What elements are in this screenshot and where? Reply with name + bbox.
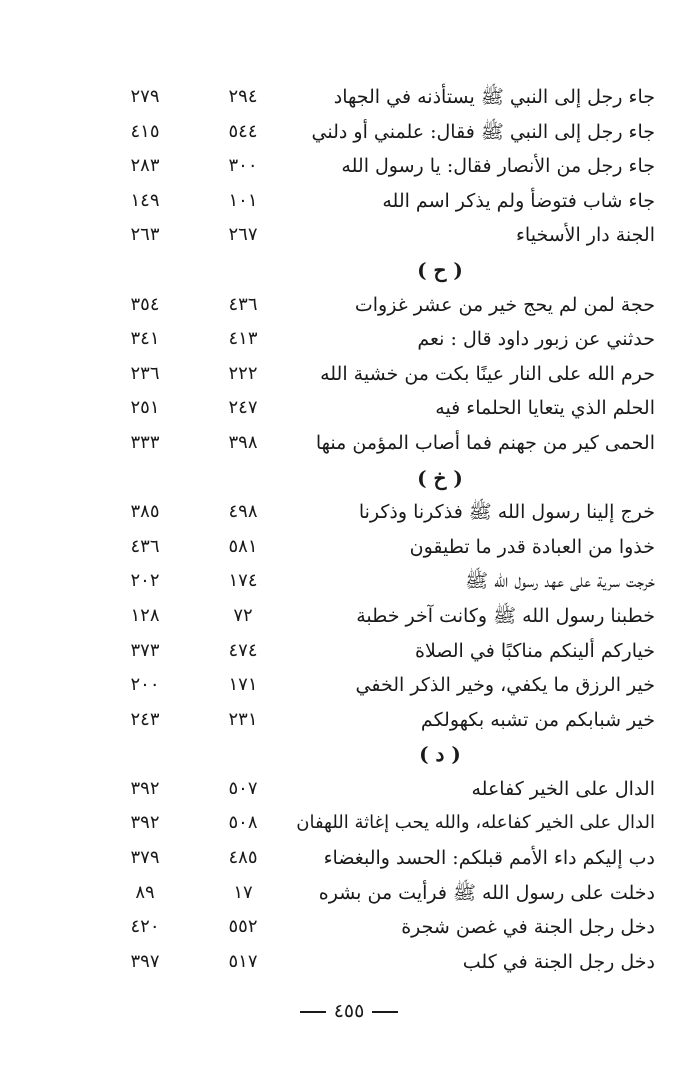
hadith-number: ٥٤٤: [228, 120, 258, 142]
hadith-number: ٧٢: [233, 604, 253, 626]
page-reference: ٣٤١: [130, 328, 160, 350]
hadith-number: ٥٨١: [228, 535, 258, 557]
index-row: [100, 841, 655, 876]
hadith-text: جاء رجل إلى النبي ﷺ فقال: علمني أو دلني: [311, 120, 655, 143]
hadith-text: جاء شاب فتوضأ ولم يذكر اسم الله: [382, 189, 655, 212]
hadith-number: ٥٥٢: [228, 916, 258, 938]
section-heading: [100, 253, 655, 288]
section-heading: [100, 461, 655, 496]
page-reference: ٣٧٣: [130, 639, 160, 661]
page-number: ٤٥٥: [333, 1000, 365, 1022]
hadith-text: الحلم الذي يتعايا الحلماء فيه: [435, 397, 655, 420]
hadith-number: ٣٩٨: [228, 431, 258, 453]
hadith-number: ٢٢٢: [228, 362, 258, 384]
hadith-text: خرجت سرية على عهد رسول الله ﷺ: [465, 570, 655, 593]
page-reference: ٢٣٦: [130, 362, 160, 384]
hadith-number: ٥٠٧: [228, 777, 258, 799]
hadith-text: حجة لمن لم يحج خير من عشر غزوات: [354, 293, 655, 316]
hadith-number: ٢٩٤: [228, 86, 258, 107]
page-reference: ٣٥٤: [130, 293, 160, 315]
page-reference: ٤١٥: [130, 120, 160, 142]
section-heading-letter: ( د ): [419, 742, 461, 767]
page-reference: ١٢٨: [130, 604, 160, 626]
hadith-number: ١٧٤: [228, 570, 258, 592]
hadith-number: ٢٣١: [228, 708, 258, 730]
page-reference: ٣٨٥: [130, 501, 160, 523]
index-row: [100, 426, 655, 461]
page-reference: ٢٥١: [130, 397, 160, 419]
page-reference: ٢٨٣: [130, 155, 160, 177]
hadith-text: دخل رجل الجنة في غصن شجرة: [401, 916, 655, 939]
page-reference: ٣٩٢: [130, 812, 160, 834]
page-reference: ٣٩٧: [130, 950, 160, 972]
footer-dash-left: [300, 1011, 326, 1013]
index-row: [100, 703, 655, 738]
index-row: [100, 288, 655, 323]
hadith-number: ٤٧٤: [228, 639, 258, 661]
hadith-number: ١٧١: [228, 674, 258, 696]
hadith-number: ٤٨٥: [228, 847, 258, 869]
hadith-text: خياركم ألينكم مناكبًا في الصلاة: [415, 639, 655, 662]
index-row: [100, 184, 655, 219]
index-row: [100, 80, 655, 115]
index-row: [100, 668, 655, 703]
page-reference: ٤٣٦: [130, 535, 160, 557]
index-row: [100, 910, 655, 945]
hadith-number: ٥١٧: [228, 950, 258, 972]
hadith-text: الحمى كير من جهنم فما أصاب المؤمن منها: [315, 431, 655, 454]
hadith-text: الدال على الخير كفاعله، والله يحب إغاثة اللهفان: [296, 812, 655, 834]
index-row: [100, 599, 655, 634]
index-row: [100, 218, 655, 253]
hadith-number: ٤١٣: [228, 328, 258, 350]
page-reference: ٢٤٣: [130, 708, 160, 730]
hadith-number: ٤٣٦: [228, 293, 258, 315]
hadith-text: دب إليكم داء الأمم قبلكم: الحسد والبغضاء: [323, 847, 655, 870]
page-reference: ١٤٩: [130, 189, 160, 211]
hadith-number: ١٧: [233, 881, 253, 903]
page-reference: ٢٠٠: [130, 674, 160, 696]
hadith-text: دخلت على رسول الله ﷺ فرأيت من بشره: [318, 881, 655, 904]
index-row: [100, 149, 655, 184]
index-row: [100, 945, 655, 980]
page-reference: ٢٦٣: [130, 224, 160, 246]
index-row: [100, 806, 655, 841]
index-row: [100, 322, 655, 357]
hadith-text: جاء رجل من الأنصار فقال: يا رسول الله: [341, 155, 655, 178]
hadith-text: دخل رجل الجنة في كلب: [462, 950, 655, 973]
hadith-text: خير شبابكم من تشبه بكهولكم: [420, 708, 655, 731]
hadith-number: ٤٩٨: [228, 501, 258, 523]
page-reference: ٣٣٣: [130, 431, 160, 453]
hadith-number: ١٠١: [228, 189, 258, 211]
index-row: [100, 876, 655, 911]
index-row: [100, 495, 655, 530]
page-reference: ٣٩٢: [130, 777, 160, 799]
hadith-text: خذوا من العبادة قدر ما تطيقون: [409, 535, 655, 558]
hadith-text: الجنة دار الأسخياء: [515, 224, 655, 247]
index-row: [100, 357, 655, 392]
hadith-text: جاء رجل إلى النبي ﷺ يستأذنه في الجهاد: [333, 86, 655, 108]
hadith-text: خير الرزق ما يكفي، وخير الذكر الخفي: [355, 674, 655, 697]
page-reference: ٤٢٠: [130, 916, 160, 938]
hadith-text: حدثني عن زبور داود قال : نعم: [417, 328, 655, 351]
footer-dash-right: [372, 1011, 398, 1013]
section-heading-letter: ( ح ): [417, 257, 463, 282]
hadith-number: ٥٠٨: [228, 812, 258, 834]
page-footer: [0, 1000, 698, 1022]
page-reference: ٢٠٢: [130, 570, 160, 592]
page-reference: ٢٧٩: [130, 86, 160, 107]
section-heading: [100, 737, 655, 772]
index-row: [100, 564, 655, 599]
hadith-text: الدال على الخير كفاعله: [471, 777, 655, 800]
index-row: [100, 391, 655, 426]
index-row: [100, 115, 655, 150]
index-row: [100, 772, 655, 807]
section-heading-letter: ( خ ): [417, 465, 463, 490]
page-reference: ٨٩: [135, 881, 155, 903]
hadith-number: ٢٦٧: [228, 224, 258, 246]
page-reference: ٣٧٩: [130, 847, 160, 869]
hadith-number: ٣٠٠: [228, 155, 258, 177]
hadith-text: حرم الله على النار عينًا بكت من خشية الله: [320, 362, 655, 385]
hadith-index-list: [100, 80, 655, 979]
index-row: [100, 634, 655, 669]
index-row: [100, 530, 655, 565]
hadith-text: خطبنا رسول الله ﷺ وكانت آخر خطبة: [356, 604, 655, 627]
hadith-number: ٢٤٧: [228, 397, 258, 419]
hadith-text: خرج إلينا رسول الله ﷺ فذكرنا وذكرنا: [358, 501, 655, 524]
